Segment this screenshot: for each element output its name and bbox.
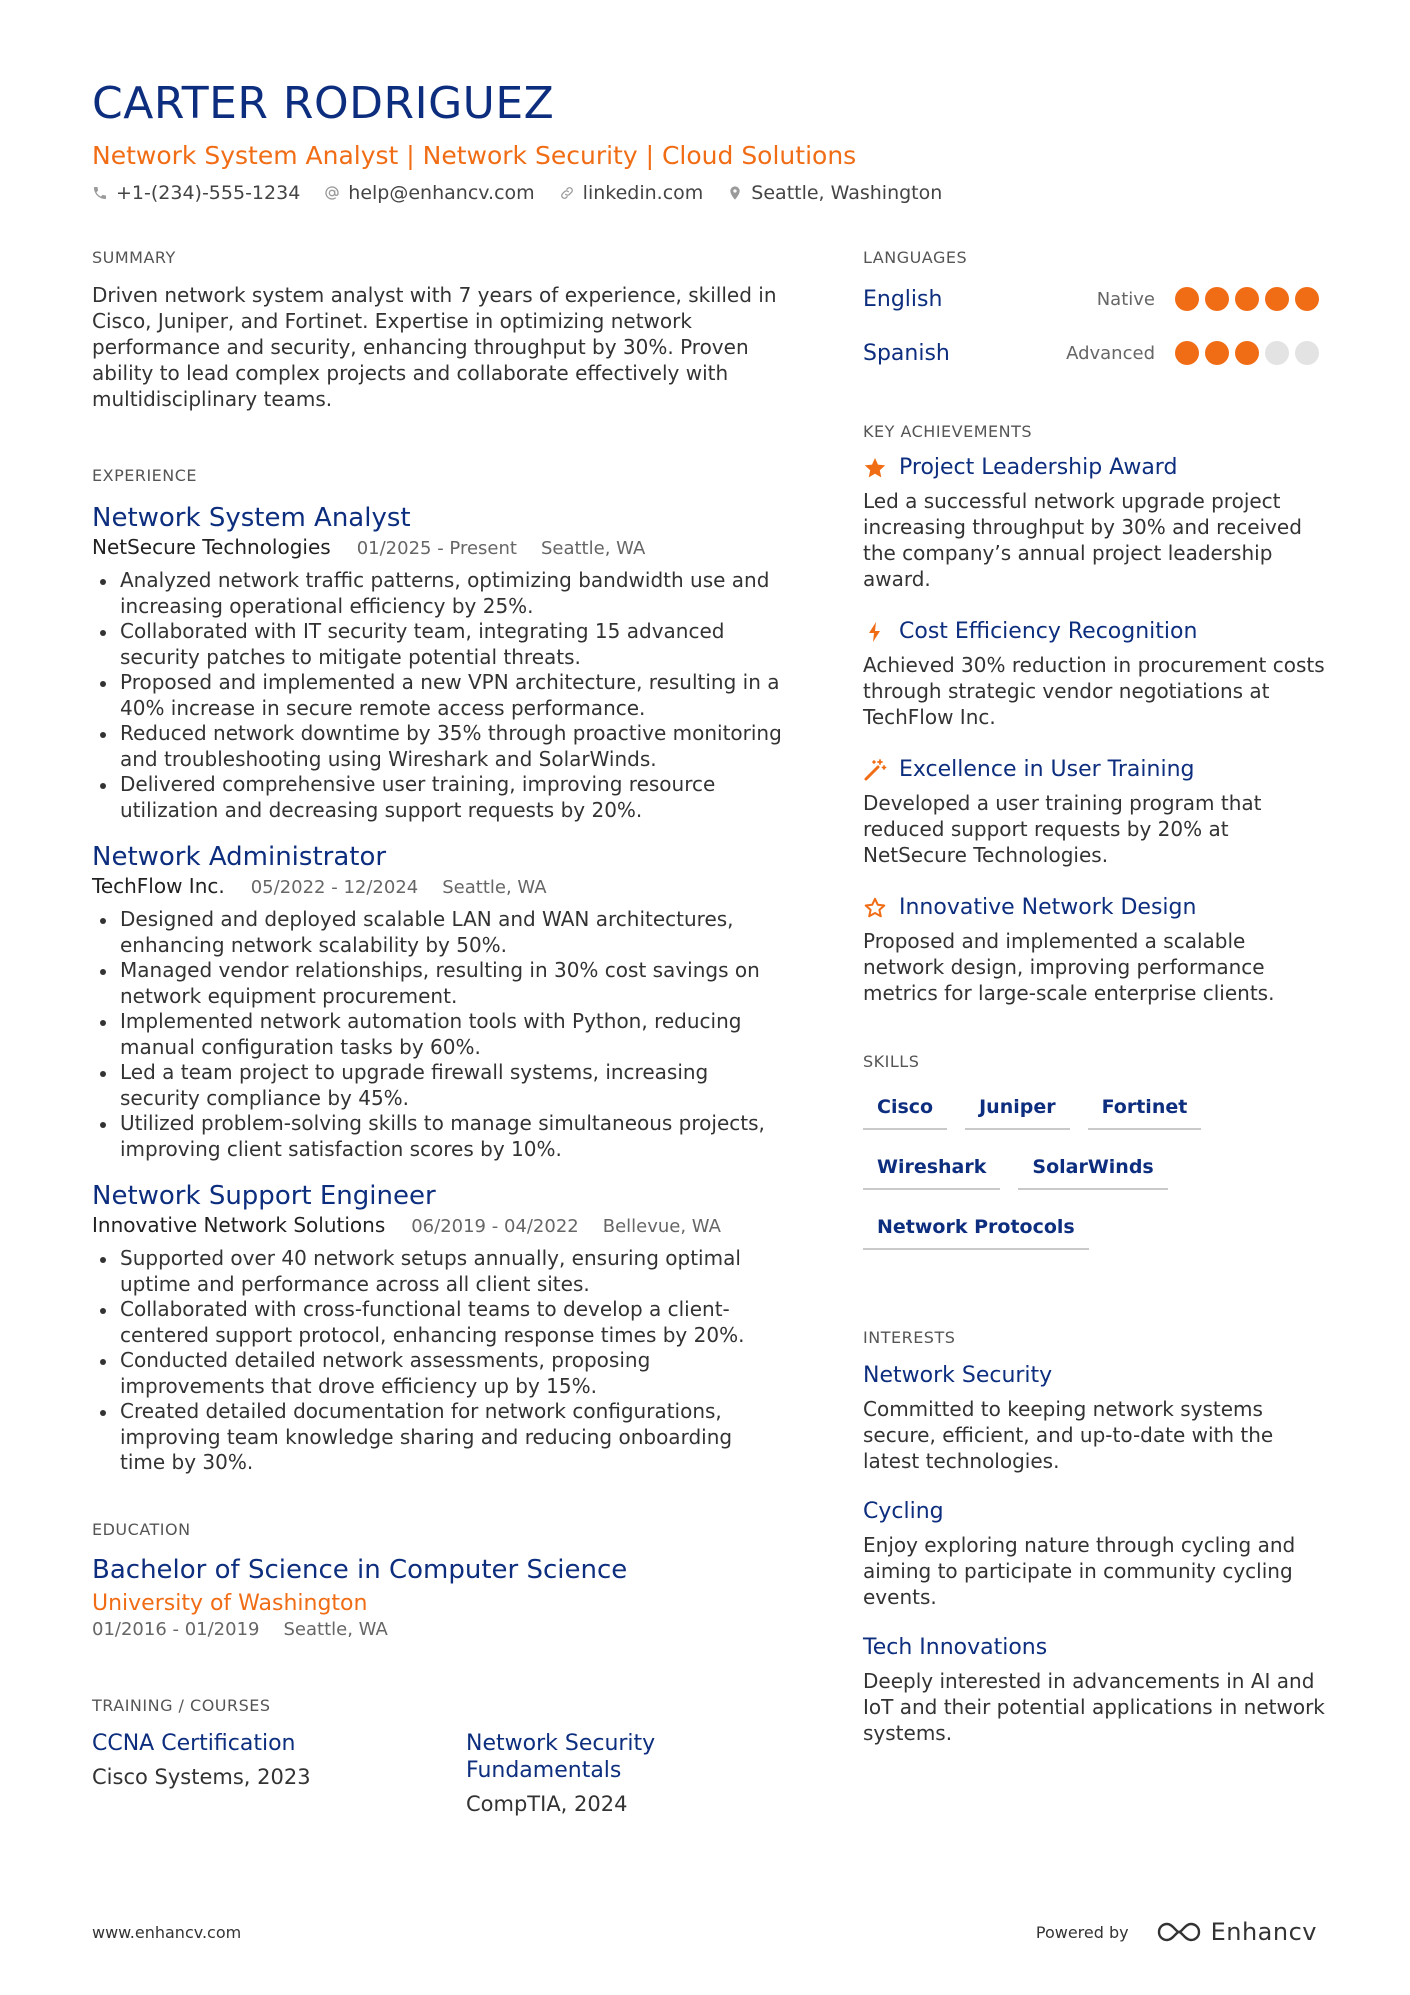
brand-name: Enhancv <box>1210 1918 1317 1946</box>
interest-title: Network Security <box>863 1363 1053 1388</box>
magic-wand-icon <box>863 758 887 782</box>
proficiency-dots <box>1175 341 1325 365</box>
job-bullets <box>92 568 782 823</box>
skill-tag: Wireshark <box>863 1150 1000 1190</box>
achievement-item <box>863 894 1325 1006</box>
course-item <box>466 1730 666 1818</box>
section-title-experience: EXPERIENCE <box>92 466 198 485</box>
link-icon <box>559 185 575 201</box>
bullet-item: Proposed and implemented a new VPN architecture, resulting in a 40% increase in secure remote access performance. <box>92 670 782 721</box>
headline: Network System Analyst | Network Security | Cloud Solutions <box>92 141 857 170</box>
bullet-item: Designed and deployed scalable LAN and WAN architectures, enhancing network scalability by 50%. <box>92 907 782 958</box>
job-bullets <box>92 1246 782 1476</box>
bullet-item: Delivered comprehensive user training, improving resource utilization and decreasing support requests by 20%. <box>92 772 782 823</box>
enhancv-logo-icon <box>1155 1919 1203 1945</box>
proficiency-dot-filled <box>1205 287 1229 311</box>
job-company: TechFlow Inc. <box>92 874 225 898</box>
experience-item <box>92 1180 782 1476</box>
language-name: Spanish <box>863 340 950 366</box>
achievement-text: Led a successful network upgrade project increasing throughput by 30% and received the company’s annual project leadership award. <box>863 489 1302 591</box>
achievement-item <box>863 454 1325 592</box>
phone-text: +1-(234)-555-1234 <box>116 182 301 204</box>
achievement-header <box>863 454 1325 482</box>
bullet-item: Utilized problem-solving skills to manage simultaneous projects, improving client satisfaction scores by 10%. <box>92 1111 782 1162</box>
powered-by-label: Powered by <box>1035 1922 1129 1942</box>
job-location: Seattle, WA <box>540 538 646 559</box>
course-title: CCNA Certification <box>92 1730 296 1756</box>
footer-website-link[interactable]: www.enhancv.com <box>92 1922 242 1942</box>
course-org: Cisco Systems, 2023 <box>92 1764 311 1789</box>
course-title: Network Security Fundamentals <box>466 1730 656 1783</box>
contact-location <box>727 180 942 206</box>
interest-item <box>863 1498 1325 1610</box>
section-title-languages: LANGUAGES <box>863 248 968 267</box>
interest-text: Enjoy exploring nature through cycling and aiming to participate in community cycling events. <box>863 1533 1296 1609</box>
contact-linkedin[interactable] <box>559 180 704 206</box>
achievement-title: Excellence in User Training <box>899 757 1195 782</box>
skills-section <box>863 1052 1325 1270</box>
page-footer <box>92 1918 1317 1946</box>
resume-header <box>92 78 1322 206</box>
experience-item <box>92 502 782 823</box>
job-meta <box>92 1212 782 1240</box>
job-meta <box>92 534 782 562</box>
course-list <box>92 1730 782 1818</box>
section-title-summary: SUMMARY <box>92 248 176 267</box>
proficiency-dot-filled <box>1235 287 1259 311</box>
contact-bar <box>92 180 1322 206</box>
job-meta <box>92 873 782 901</box>
bullet-item: Analyzed network traffic patterns, optimizing bandwidth use and increasing operational efficiency by 25%. <box>92 568 782 619</box>
bullet-item: Managed vendor relationships, resulting in 30% cost savings on network equipment procurement. <box>92 958 782 1009</box>
right-column <box>863 248 1325 1746</box>
proficiency-dot-filled <box>1175 287 1199 311</box>
contact-email[interactable] <box>324 180 534 206</box>
skill-tag: SolarWinds <box>1018 1150 1167 1190</box>
achievement-header <box>863 894 1325 922</box>
experience-section <box>92 466 782 1476</box>
job-location: Bellevue, WA <box>602 1216 721 1237</box>
achievement-title: Innovative Network Design <box>899 895 1197 920</box>
star-filled-icon <box>863 456 887 480</box>
job-role: Network Support Engineer <box>92 1181 436 1211</box>
proficiency-dot-filled <box>1205 341 1229 365</box>
bullet-item: Implemented network automation tools with Python, reducing manual configuration tasks by 60%. <box>92 1009 782 1060</box>
linkedin-text: linkedin.com <box>582 182 704 204</box>
interests-section <box>863 1328 1325 1746</box>
summary-text: Driven network system analyst with 7 years of experience, skilled in Cisco, Juniper, and Fortinet. Expertise in optimizing network performance and security, enhancing throughput by 30%. Proven ability to lead complex projects and collaborate effectively with multidisciplinary teams. <box>92 283 777 411</box>
bullet-item: Created detailed documentation for network configurations, improving team knowledge sharing and reducing onboarding time by 30%. <box>92 1399 782 1476</box>
interest-text: Deeply interested in advancements in AI and IoT and their potential applications in network systems. <box>863 1669 1325 1745</box>
proficiency-dots <box>1175 287 1325 311</box>
section-title-training: TRAINING / COURSES <box>92 1695 271 1715</box>
education-location: Seattle, WA <box>283 1618 388 1640</box>
bullet-item: Conducted detailed network assessments, proposing improvements that drove efficiency up by 15%. <box>92 1348 782 1399</box>
job-company: Innovative Network Solutions <box>92 1213 386 1237</box>
course-org: CompTIA, 2024 <box>466 1791 628 1816</box>
experience-item <box>92 841 782 1162</box>
proficiency-dot-filled <box>1235 341 1259 365</box>
job-dates: 01/2025 - Present <box>356 538 517 559</box>
section-title-interests: INTERESTS <box>863 1328 956 1347</box>
job-company: NetSecure Technologies <box>92 535 331 559</box>
bullet-item: Supported over 40 network setups annually, ensuring optimal uptime and performance across all client sites. <box>92 1246 782 1297</box>
achievement-header <box>863 618 1325 646</box>
achievement-title: Project Leadership Award <box>899 455 1178 480</box>
job-location: Seattle, WA <box>442 877 547 898</box>
achievement-text: Developed a user training program that reduced support requests by 20% at NetSecure Technologies. <box>863 791 1262 867</box>
proficiency-dot-filled <box>1175 341 1199 365</box>
interest-text: Committed to keeping network systems secure, efficient, and up-to-date with the latest technologies. <box>863 1397 1274 1473</box>
education-degree: Bachelor of Science in Computer Science <box>92 1554 628 1585</box>
language-item <box>863 272 1325 326</box>
language-level: Advanced <box>1066 342 1155 364</box>
interest-item <box>863 1634 1325 1746</box>
education-section <box>92 1520 782 1642</box>
lightning-icon <box>863 620 887 644</box>
left-column <box>92 248 782 1818</box>
training-section <box>92 1696 782 1818</box>
interest-title: Tech Innovations <box>863 1635 1048 1660</box>
job-dates: 05/2022 - 12/2024 <box>250 877 419 898</box>
location-pin-icon <box>727 185 743 201</box>
brand-logo[interactable] <box>1155 1918 1317 1946</box>
education-school: University of Washington <box>92 1590 368 1616</box>
achievement-text: Achieved 30% reduction in procurement costs through strategic vendor negotiations at TechFlow Inc. <box>863 653 1325 729</box>
interest-title: Cycling <box>863 1499 944 1524</box>
skill-list <box>863 1090 1325 1270</box>
job-bullets <box>92 907 782 1162</box>
bullet-item: Collaborated with cross-functional teams to develop a client-centered support protocol, enhancing response times by 20%. <box>92 1297 782 1348</box>
proficiency-dot-filled <box>1295 287 1319 311</box>
bullet-item: Reduced network downtime by 35% through proactive monitoring and troubleshooting using Wireshark and SolarWinds. <box>92 721 782 772</box>
education-dates: 01/2016 - 01/2019 <box>92 1618 260 1640</box>
course-item <box>92 1730 466 1818</box>
job-role: Network Administrator <box>92 842 387 872</box>
at-icon <box>324 185 340 201</box>
interest-item <box>863 1362 1325 1474</box>
section-title-achievements: KEY ACHIEVEMENTS <box>863 422 1033 441</box>
skill-tag: Fortinet <box>1088 1090 1202 1130</box>
proficiency-dot-empty <box>1295 341 1319 365</box>
achievements-section <box>863 422 1325 1006</box>
email-text: help@enhancv.com <box>348 182 535 204</box>
achievement-text: Proposed and implemented a scalable network design, improving performance metrics for large-scale enterprise clients. <box>863 929 1275 1005</box>
achievement-item <box>863 756 1325 868</box>
section-title-education: EDUCATION <box>92 1519 191 1539</box>
language-item <box>863 326 1325 380</box>
candidate-name: CARTER RODRIGUEZ <box>92 78 555 129</box>
language-name: English <box>863 286 943 312</box>
proficiency-dot-empty <box>1265 341 1289 365</box>
languages-section <box>863 248 1325 380</box>
section-title-skills: SKILLS <box>863 1052 920 1071</box>
education-meta <box>92 1618 782 1642</box>
job-dates: 06/2019 - 04/2022 <box>411 1216 579 1237</box>
location-text: Seattle, Washington <box>751 182 943 204</box>
skill-tag: Cisco <box>863 1090 947 1130</box>
summary-section <box>92 248 782 412</box>
powered-by <box>1036 1918 1317 1946</box>
bullet-item: Collaborated with IT security team, integrating 15 advanced security patches to mitigate potential threats. <box>92 619 782 670</box>
language-level: Native <box>1096 288 1155 310</box>
bullet-item: Led a team project to upgrade firewall systems, increasing security compliance by 45%. <box>92 1060 782 1111</box>
skill-tag: Network Protocols <box>863 1210 1089 1250</box>
job-role: Network System Analyst <box>92 503 411 533</box>
contact-phone[interactable] <box>92 180 300 206</box>
proficiency-dot-filled <box>1265 287 1289 311</box>
star-outline-icon <box>863 896 887 920</box>
skill-tag: Juniper <box>965 1090 1070 1130</box>
phone-icon <box>92 185 108 201</box>
achievement-title: Cost Efficiency Recognition <box>899 619 1198 644</box>
achievement-header <box>863 756 1325 784</box>
achievement-item <box>863 618 1325 730</box>
